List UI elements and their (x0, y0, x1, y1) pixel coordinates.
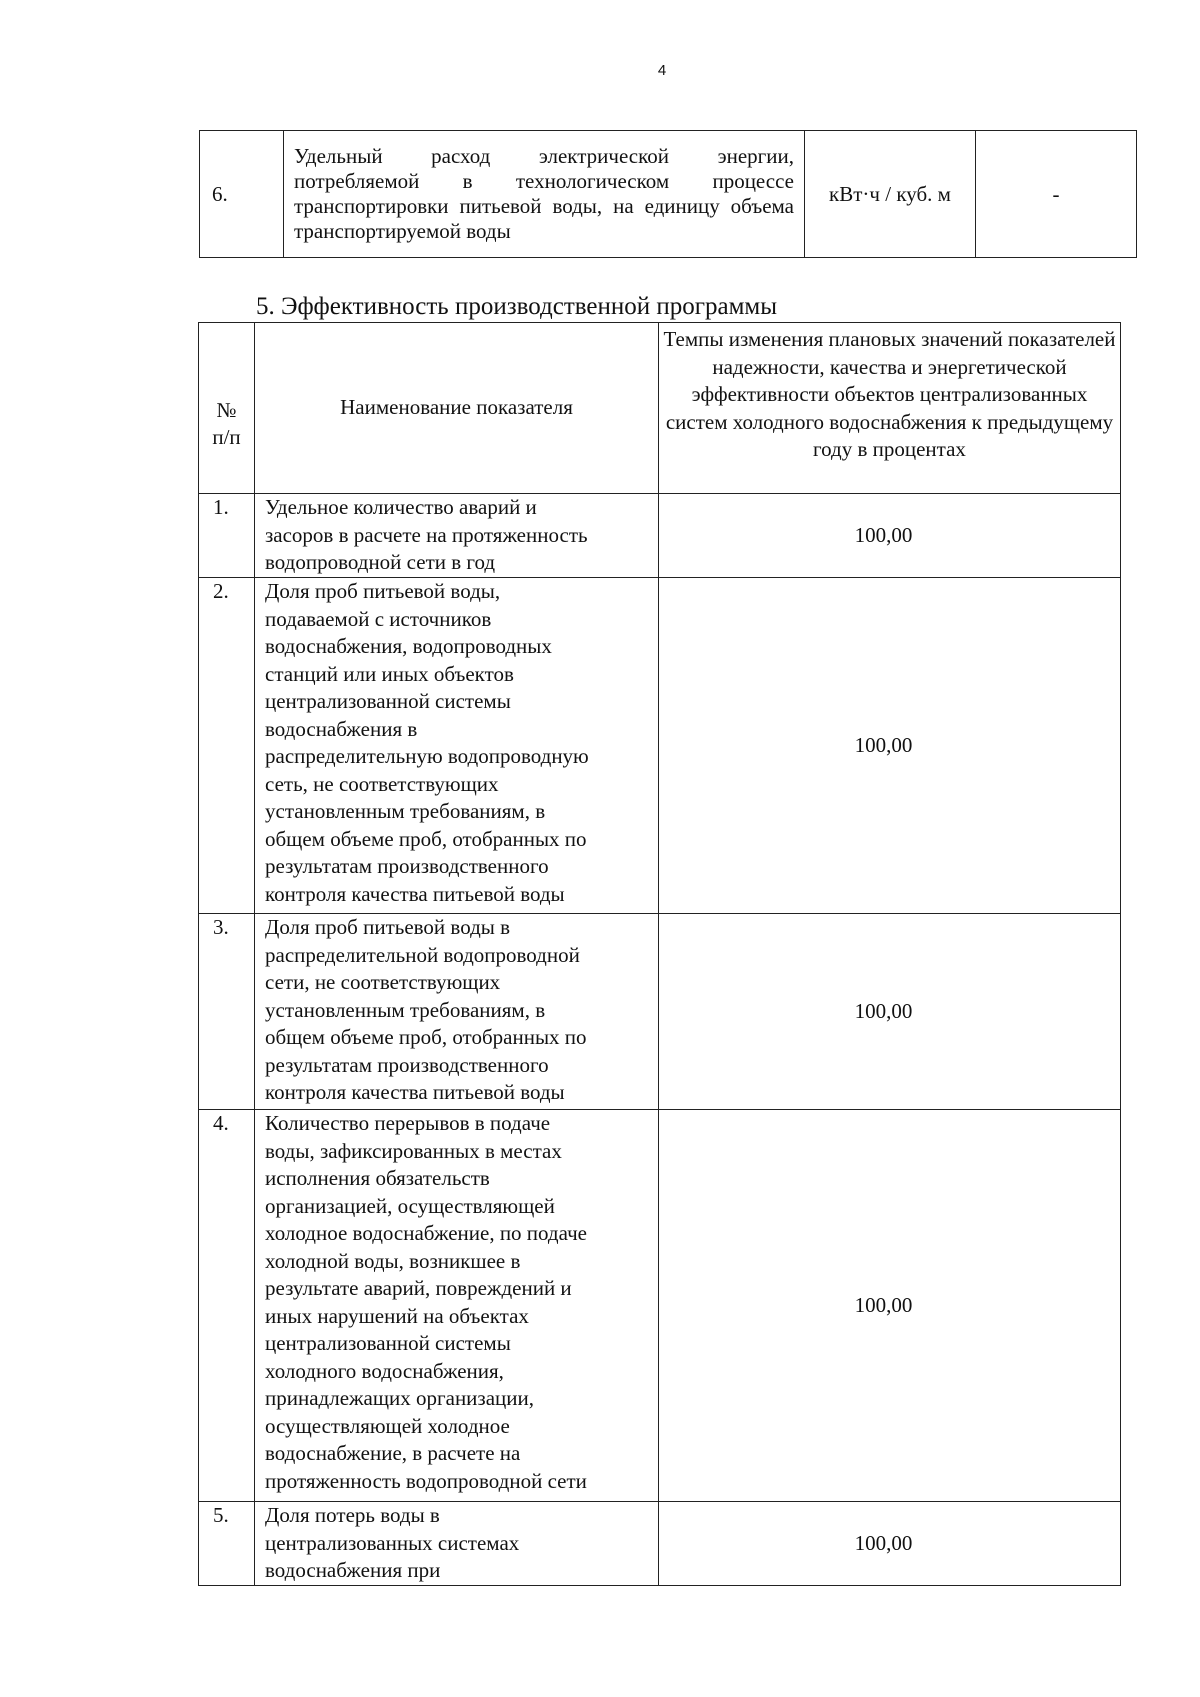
table-header-row (199, 323, 1121, 494)
efficiency-table (198, 322, 1121, 1586)
value-cell: 100,00 (659, 1502, 1121, 1586)
indicator-name: Удельный расход электрической энергии, потребляемой в технологическом процессе транспортировки питьевой воды, на единицу объема транспортируемой воды (284, 131, 805, 258)
value-cell: 100,00 (659, 914, 1121, 1110)
row-number: 4. (199, 1110, 255, 1502)
row-number: 5. (199, 1502, 255, 1586)
value-cell: - (976, 131, 1137, 258)
header-change-rate: Темпы изменения плановых значений показателей надежности, качества и энергетической эффективности объектов централизованных систем холодного водоснабжения к предыдущему году в процентах (659, 323, 1121, 494)
continuation-table (199, 130, 1137, 258)
row-number: 1. (199, 494, 255, 578)
indicator-name: Доля проб питьевой воды, подаваемой с источников водоснабжения, водопроводных станций или иных объектов централизованной системы водоснабжения в распределительную водопроводную сеть, не соответствующих установленным требованиям, в общем объеме проб, отобранных по результатам производственного контроля качества питьевой воды (255, 578, 659, 914)
table-row (199, 1502, 1121, 1586)
table-row (200, 131, 1137, 258)
value-cell: 100,00 (659, 578, 1121, 914)
indicator-name: Доля потерь воды в централизованных системах водоснабжения при (255, 1502, 659, 1586)
section-title: 5. Эффективность производственной программы (256, 293, 778, 320)
table-row (199, 494, 1121, 578)
indicator-name: Удельное количество аварий и засоров в расчете на протяженность водопроводной сети в год (255, 494, 659, 578)
table-row (199, 914, 1121, 1110)
page-number: 4 (657, 62, 667, 79)
row-number: 2. (199, 578, 255, 914)
indicator-name: Количество перерывов в подаче воды, зафиксированных в местах исполнения обязательств организацией, осуществляющей холодное водоснабжение, по подаче холодной воды, возникшее в результате аварий, повреждений и иных нарушений на объектах централизованной системы холодного водоснабжения, принадлежащих организации, осуществляющей холодное водоснабжение, в расчете на протяженность водопроводной сети (255, 1110, 659, 1502)
row-number: 6. (200, 131, 284, 258)
table-row (199, 578, 1121, 914)
unit-cell: кВт·ч / куб. м (805, 131, 976, 258)
indicator-name: Доля проб питьевой воды в распределительной водопроводной сети, не соответствующих установленным требованиям, в общем объеме проб, отобранных по результатам производственного контроля качества питьевой воды (255, 914, 659, 1110)
value-cell: 100,00 (659, 494, 1121, 578)
row-number: 3. (199, 914, 255, 1110)
value-cell: 100,00 (659, 1110, 1121, 1502)
table-row (199, 1110, 1121, 1502)
header-indicator-name: Наименование показателя (255, 323, 659, 494)
header-number: № п/п (199, 323, 255, 494)
